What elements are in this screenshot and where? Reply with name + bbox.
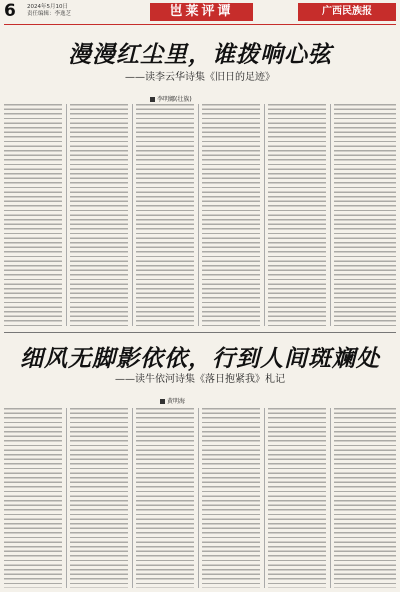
page-header	[0, 0, 400, 30]
column-separator	[198, 104, 199, 326]
issue-info	[27, 4, 71, 18]
article2-subtitle: ——读牛依河诗集《落日抱紧我》札记	[115, 374, 285, 385]
article2-text-column	[70, 408, 128, 588]
article1-text-column	[202, 104, 260, 326]
article2-text-column	[202, 408, 260, 588]
column-title: 岜莱评谭	[150, 3, 253, 21]
column-separator	[198, 408, 199, 588]
article1-body	[4, 104, 396, 326]
article1-author: 李明娜(壮族)	[157, 96, 192, 103]
article1-text-column	[334, 104, 396, 326]
column-separator	[264, 104, 265, 326]
article1-text-column	[70, 104, 128, 326]
article2-title: 细风无脚影依依，行到人间斑斓处	[20, 345, 380, 372]
article1-text-column	[268, 104, 326, 326]
issue-editor: 责任编辑：李逸芝	[27, 11, 72, 17]
column-separator	[132, 408, 133, 588]
article2-author: 黄明海	[167, 398, 186, 405]
column-separator	[66, 408, 67, 588]
column-separator	[330, 408, 331, 588]
column-separator	[264, 408, 265, 588]
article2-body	[4, 408, 396, 588]
article2-byline	[160, 396, 185, 405]
column-separator	[66, 104, 67, 326]
article-divider	[4, 332, 396, 333]
article2-text-column	[4, 408, 62, 588]
article1-text-column	[4, 104, 62, 326]
article2-text-column	[268, 408, 326, 588]
byline-square-icon	[150, 97, 155, 102]
byline-square-icon	[160, 399, 165, 404]
article2-text-column	[136, 408, 194, 588]
column-separator	[132, 104, 133, 326]
header-rule	[4, 24, 396, 25]
issue-date: 2024年5月10日	[27, 4, 68, 10]
article2-text-column	[334, 408, 396, 588]
page-number: 6	[4, 1, 16, 21]
column-separator	[330, 104, 331, 326]
article1-title: 漫漫红尘里，谁拨响心弦	[68, 41, 332, 68]
article1-byline	[150, 94, 192, 103]
paper-name: 广西民族报	[298, 3, 396, 21]
article1-subtitle: ——读李云华诗集《旧日的足迹》	[125, 72, 275, 83]
article1-text-column	[136, 104, 194, 326]
